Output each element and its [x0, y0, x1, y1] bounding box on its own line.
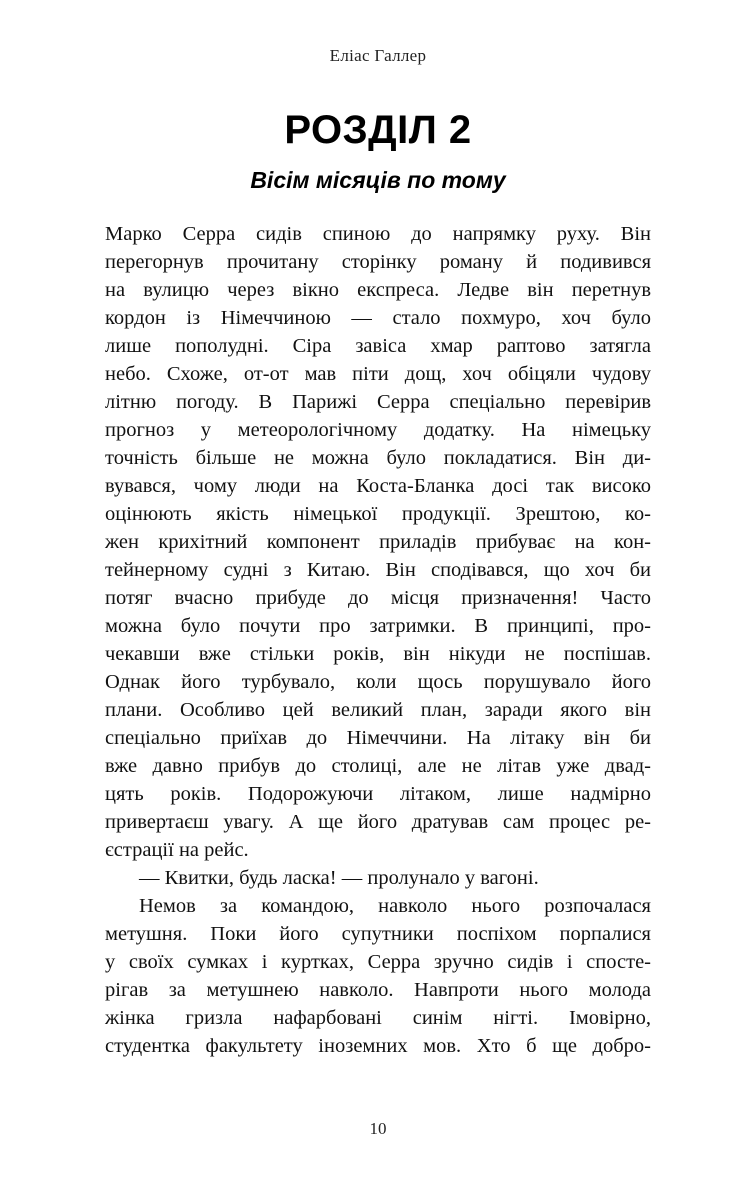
page-number: 10	[369, 1119, 387, 1138]
text-line: Марко Серра сидів спиною до напрямку руху. Він	[105, 223, 651, 245]
text-line: кордон із Німеччиною — стало похмуро, хоч було	[105, 307, 651, 329]
text-line: єстрації на рейс.	[105, 839, 249, 861]
body-text	[105, 220, 651, 1060]
text-line: літню погоду. В Парижі Серра спеціально перевірив	[105, 391, 651, 413]
chapter-title: РОЗДІЛ 2	[284, 108, 472, 152]
text-line: Немов за командою, навколо нього розпочалася	[139, 895, 651, 917]
paragraph	[105, 892, 651, 1060]
running-header: Еліас Галлер	[329, 46, 427, 65]
text-line: цять років. Подорожуючи літаком, лише надмірно	[105, 783, 651, 805]
paragraph	[105, 864, 651, 892]
text-line: плани. Особливо цей великий план, заради якого він	[105, 699, 651, 721]
text-line: вувався, чому люди на Коста-Бланка досі так високо	[105, 475, 651, 497]
text-line: у своїх сумках і куртках, Серра зручно сидів і спосте-	[105, 951, 651, 973]
text-line: лише пополудні. Сіра завіса хмар раптово затягла	[105, 335, 651, 357]
text-line: вже давно прибув до столиці, але не літав уже двад-	[105, 755, 651, 777]
text-line: привертаєш увагу. А ще його дратував сам процес ре-	[105, 811, 651, 833]
text-line: точність більше не можна було покладатися. Він ди-	[105, 447, 651, 469]
text-line: на вулицю через вікно експреса. Ледве він перетнув	[105, 279, 651, 301]
text-line: жінка гризла нафарбовані синім нігті. Імовірно,	[105, 1007, 651, 1029]
text-line: прогноз у метеорологічному додатку. На німецьку	[105, 419, 651, 441]
chapter-subtitle: Вісім місяців по тому	[250, 167, 506, 193]
text-line: потяг вчасно прибуде до місця призначення! Часто	[105, 587, 651, 609]
text-line: можна було почути про затримки. В принципі, про-	[105, 615, 651, 637]
text-line: Однак його турбувало, коли щось порушувало його	[105, 671, 651, 693]
text-line: спеціально приїхав до Німеччини. На літаку він би	[105, 727, 651, 749]
text-line: оцінюють якість німецької продукції. Зрештою, ко-	[105, 503, 651, 525]
text-line: перегорнув прочитану сторінку роману й подивився	[105, 251, 651, 273]
text-line: тейнерному судні з Китаю. Він сподівався, що хоч би	[105, 559, 651, 581]
paragraph	[105, 220, 651, 864]
text-line: рігав за метушнею навколо. Навпроти нього молода	[105, 979, 651, 1001]
text-line: метушня. Поки його супутники поспіхом порпалися	[105, 923, 651, 945]
text-line: — Квитки, будь ласка! — пролунало у вагоні.	[139, 867, 539, 889]
text-line: чекавши вже стільки років, він нікуди не поспішав.	[105, 643, 651, 665]
text-line: жен крихітний компонент приладів прибуває на кон-	[105, 531, 651, 553]
text-line: студентка факультету іноземних мов. Хто б ще добро-	[105, 1035, 651, 1057]
text-line: небо. Схоже, от-от мав піти дощ, хоч обіцяли чудову	[105, 363, 651, 385]
